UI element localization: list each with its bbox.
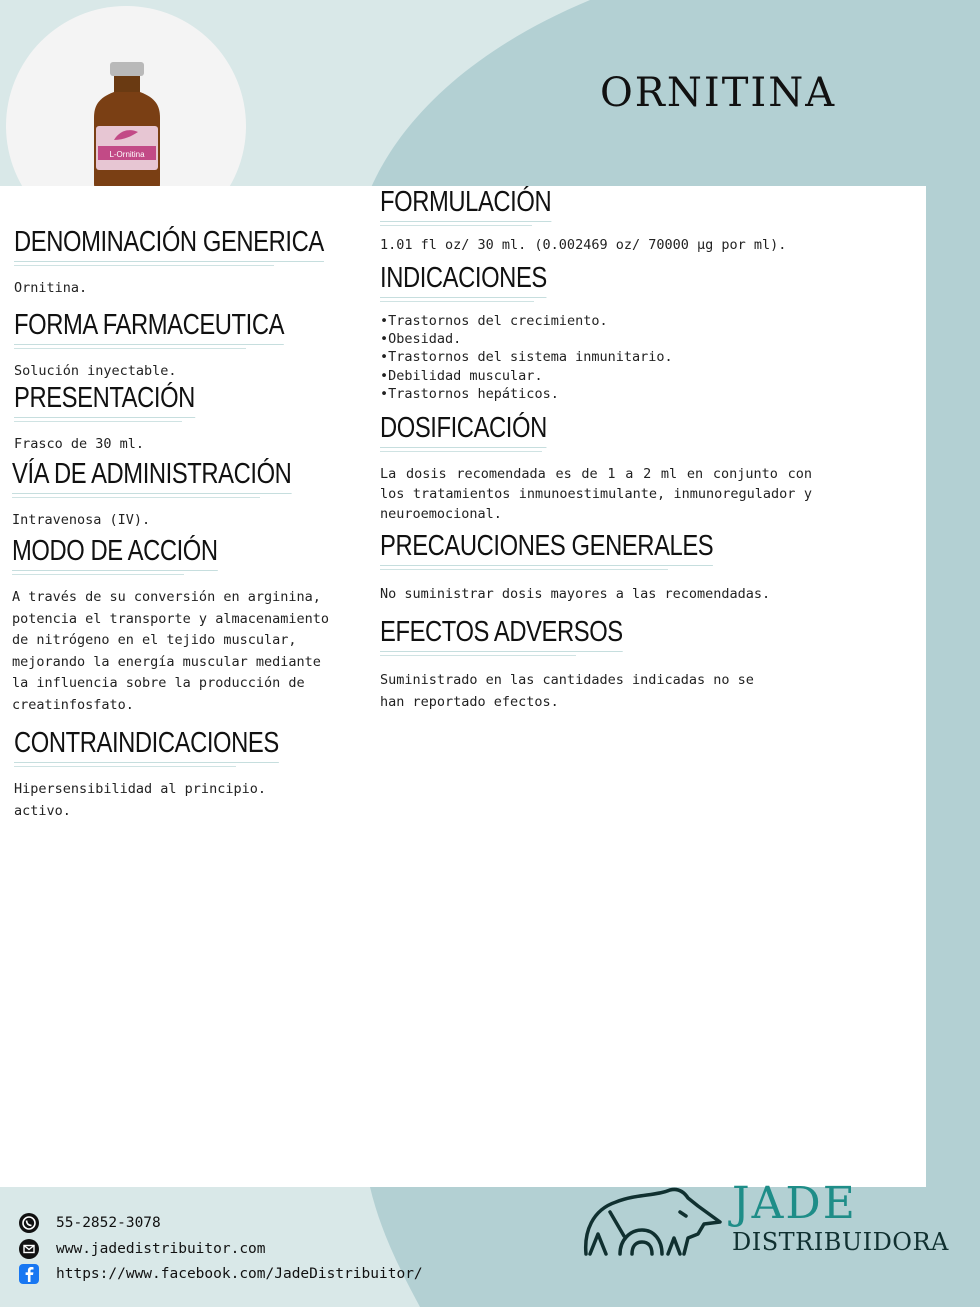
section-presentacion [14, 382, 344, 456]
list-item: • Debilidad muscular. [380, 367, 820, 385]
section-via [12, 458, 342, 532]
section-body: Intravenosa (IV). [12, 512, 151, 528]
section-formulacion [380, 186, 820, 257]
section-heading: PRECAUCIONES GENERALES [380, 530, 713, 566]
section-heading: MODO DE ACCIÓN [12, 535, 218, 571]
section-efectos [380, 616, 780, 713]
section-dosificacion [380, 412, 812, 524]
section-heading: FORMA FARMACEUTICA [14, 309, 284, 345]
section-body: Hipersensibilidad al principio. activo. [14, 781, 266, 819]
section-heading: CONTRAINDICACIONES [14, 727, 279, 763]
list-item: • Trastornos del crecimiento. [380, 312, 820, 330]
section-body: La dosis recomendada es de 1 a 2 ml en conjunto con los tratamientos inmunoestimulante, inmunoregulador y neuroemocional. [380, 466, 812, 522]
brand-subtitle: DISTRIBUIDORA [732, 1228, 949, 1256]
list-item: • Trastornos hepáticos. [380, 385, 820, 403]
section-heading: EFECTOS ADVERSOS [380, 616, 623, 652]
section-heading: VÍA DE ADMINISTRACIÓN [12, 458, 291, 494]
section-body: No suministrar dosis mayores a las recomendadas. [380, 586, 771, 602]
section-modo [12, 535, 342, 716]
section-heading: FORMULACIÓN [380, 186, 551, 222]
phone-text: 55-2852-3078 [56, 1215, 161, 1231]
section-heading: INDICACIONES [380, 262, 547, 298]
section-denominacion [14, 226, 344, 300]
brand-logo [580, 1178, 949, 1268]
contact-facebook[interactable] [18, 1263, 423, 1285]
section-indicaciones [380, 262, 820, 403]
indications-list [380, 312, 820, 403]
section-precauciones [380, 530, 820, 606]
section-heading: DENOMINACIÓN GENERICA [14, 226, 324, 262]
section-heading: PRESENTACIÓN [14, 382, 195, 418]
section-body: 1.01 fl oz/ 30 ml. (0.002469 oz/ 70000 μg por ml). [380, 237, 787, 253]
section-body: Ornitina. [14, 280, 88, 296]
whatsapp-icon [18, 1212, 40, 1234]
brand-name: JADE [732, 1178, 857, 1229]
rhino-logo-icon [580, 1182, 728, 1262]
section-body: Solución inyectable. [14, 363, 177, 379]
contact-website[interactable] [18, 1238, 266, 1260]
section-forma [14, 309, 344, 383]
list-item: • Obesidad. [380, 330, 820, 348]
section-heading: DOSIFICACIÓN [380, 412, 547, 448]
contact-phone[interactable] [18, 1212, 161, 1234]
section-contraindicaciones [14, 727, 314, 822]
website-text: www.jadedistribuitor.com [56, 1241, 266, 1257]
facebook-icon [18, 1263, 40, 1285]
mail-icon [18, 1238, 40, 1260]
section-body: Suministrado en las cantidades indicadas no se han reportado efectos. [380, 672, 754, 710]
list-item: • Trastornos del sistema inmunitario. [380, 348, 820, 366]
section-body: A través de su conversión en arginina, potencia el transporte y almacenamiento de nitrógeno en el tejido muscular, mejorando la energía muscular mediante la influencia sobre la producción de creatinfosfato. [12, 589, 329, 713]
product-label: L-Ornitina [109, 150, 145, 159]
facebook-text: https://www.facebook.com/JadeDistribuitor/ [56, 1266, 423, 1282]
page-title: ORNITINA [600, 70, 837, 116]
section-body: Frasco de 30 ml. [14, 436, 145, 452]
